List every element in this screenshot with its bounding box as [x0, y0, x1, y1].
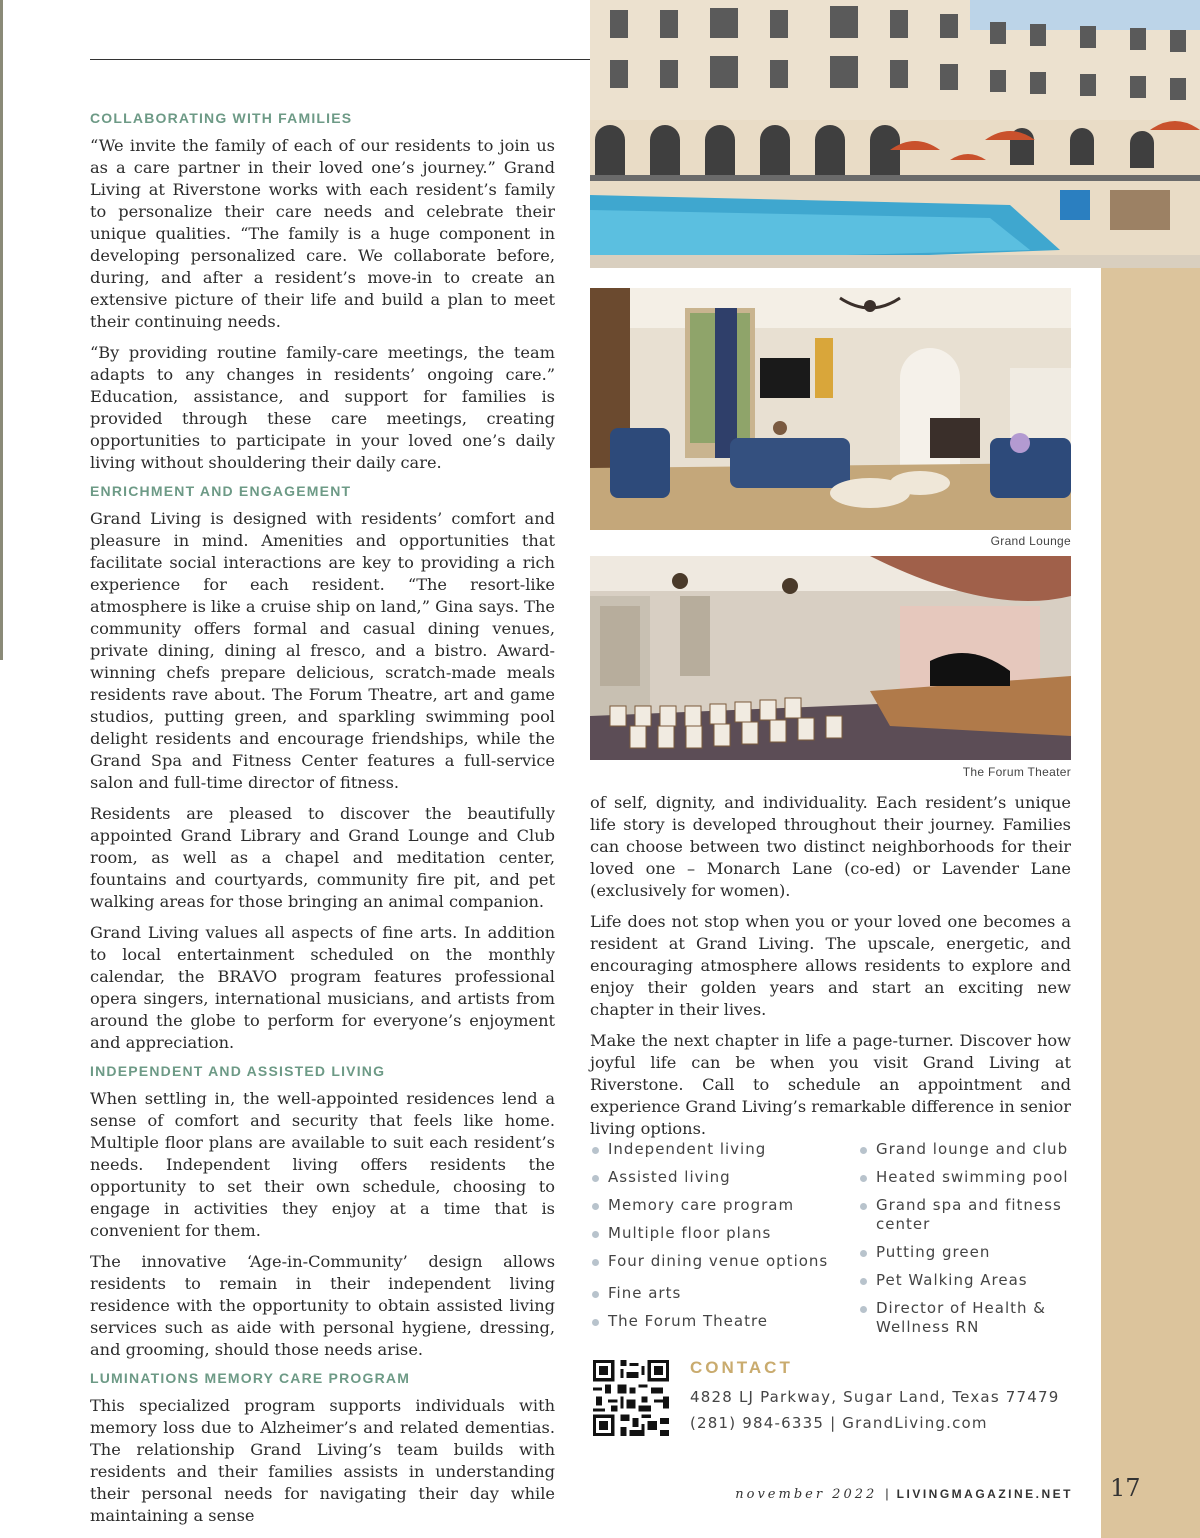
footer-issue-date: november 2022 [735, 1487, 878, 1502]
right-column [590, 792, 1071, 1149]
paragraph: The innovative ‘Age-in-Community’ design allows residents to remain in their independent living residence with the opportunity to obtain assisted living services such as aide with personal hygiene, dressing, and grooming, should those needs arise. [90, 1252, 555, 1359]
contact-title: CONTACT [690, 1358, 793, 1377]
paragraph: Make the next chapter in life a page-turner. Discover how joyful life can be when you visit Grand Living at Riverstone. Call to schedule an appointment and experience Grand Living’s remarkable difference in senior living options. [590, 1031, 1071, 1138]
qr-code-icon[interactable] [593, 1360, 669, 1436]
paragraph: of self, dignity, and individuality. Each resident’s unique life story is developed throughout their journey. Families can choose between two distinct neighborhoods for their loved one – Monarch Lane (co-ed) or Lavender Lane (exclusively for women). [590, 793, 1071, 900]
list-item: Independent living [590, 1140, 858, 1159]
features-column-2 [858, 1140, 1080, 1346]
list-item: Pet Walking Areas [858, 1271, 1080, 1290]
footer-site-link[interactable]: LIVINGMAGAZINE.NET [896, 1487, 1073, 1501]
footer-separator: | [885, 1486, 889, 1501]
theater-caption: The Forum Theater [962, 765, 1071, 779]
features-list [590, 1140, 1080, 1346]
paragraph: When settling in, the well-appointed residences lend a sense of comfort and security that feels like home. Multiple floor plans are available to suit each resident’s needs. Independent living offers residents the opportunity to set their own schedule, choosing to engage in activities they enjoy at a time that is convenient for them. [90, 1089, 555, 1240]
page-edge-strip [0, 0, 3, 660]
paragraph: Residents are pleased to discover the beautifully appointed Grand Library and Grand Lounge and Club room, as well as a chapel and meditation center, fountains and courtyards, community fire pit, and pet walking areas for those bringing an animal companion. [90, 804, 555, 911]
list-item: Multiple floor plans [590, 1224, 858, 1243]
paragraph: “By providing routine family-care meetings, the team adapts to any changes in residents’ ongoing care.” Education, assistance, and support for families is provided through these care meetings, creating opportunities to participate in your loved one’s daily living without shouldering their daily care. [90, 343, 555, 472]
paragraph: “We invite the family of each of our residents to join us as a care partner in their loved one’s journey.” Grand Living at Riverstone works with each resident’s family to personalize their care needs and celebrate their unique qualities. “The family is a huge component in developing personalized care. We collaborate before, during, and after a resident’s move-in to create an extensive picture of their life and build a plan to meet their continuing needs. [90, 136, 555, 331]
list-item: The Forum Theatre [590, 1312, 858, 1331]
list-item: Director of Health & Wellness RN [858, 1299, 1080, 1337]
top-rule [90, 59, 590, 60]
pool-courtyard-photo [590, 0, 1200, 268]
features-column-1 [590, 1140, 858, 1346]
list-item: Assisted living [590, 1168, 858, 1187]
contact-block [690, 1358, 1090, 1440]
left-column [90, 110, 555, 1536]
section-heading-enrichment: ENRICHMENT AND ENGAGEMENT [90, 483, 352, 499]
list-item: Fine arts [590, 1284, 858, 1303]
list-item: Grand lounge and club [858, 1140, 1080, 1159]
contact-phone-website[interactable]: (281) 984-6335 | GrandLiving.com [690, 1414, 988, 1432]
page-footer [720, 1486, 1073, 1502]
list-item: Grand spa and fitness center [858, 1196, 1080, 1234]
list-item: Heated swimming pool [858, 1168, 1080, 1187]
section-heading-collaborating: COLLABORATING WITH FAMILIES [90, 110, 353, 126]
contact-address: 4828 LJ Parkway, Sugar Land, Texas 77479 [690, 1388, 1060, 1406]
section-heading-memory-care: LUMINATIONS MEMORY CARE PROGRAM [90, 1370, 411, 1386]
paragraph: Life does not stop when you or your loved one becomes a resident at Grand Living. The upscale, energetic, and encouraging atmosphere allows residents to explore and enjoy their golden years and start an exciting new chapter in their lives. [590, 912, 1071, 1019]
forum-theater-photo [590, 556, 1071, 760]
list-item: Memory care program [590, 1196, 858, 1215]
grand-lounge-photo [590, 288, 1071, 530]
side-color-band [1101, 268, 1200, 1538]
paragraph: Grand Living is designed with residents’ comfort and pleasure in mind. Amenities and opportunities that facilitate social interactions are key to providing a rich experience for each resident. “The resort-like atmosphere is like a cruise ship on land,” Gina says. The community offers formal and casual dining venues, private dining, dining al fresco, and a bistro. Award-winning chefs prepare delicious, scratch-made meals residents rave about. The Forum Theatre, art and game studios, putting green, and sparkling swimming pool delight residents and encourage friendships, while the Grand Spa and Fitness Center features a full-service salon and full-time director of fitness. [90, 509, 555, 792]
list-item: Putting green [858, 1243, 1080, 1262]
section-heading-independent: INDEPENDENT AND ASSISTED LIVING [90, 1063, 386, 1079]
paragraph: Grand Living values all aspects of fine arts. In addition to local entertainment scheduled on the monthly calendar, the BRAVO program features professional opera singers, international musicians, and artists from around the globe to perform for everyone’s enjoyment and appreciation. [90, 923, 555, 1052]
list-item: Four dining venue options [590, 1252, 858, 1271]
paragraph: This specialized program supports individuals with memory loss due to Alzheimer’s and related dementias. The relationship Grand Living’s team builds with residents and their families assists in understanding their personal needs for navigating their day while maintaining a sense [90, 1396, 555, 1525]
lounge-caption: Grand Lounge [990, 534, 1071, 548]
page-number: 17 [1110, 1474, 1141, 1502]
